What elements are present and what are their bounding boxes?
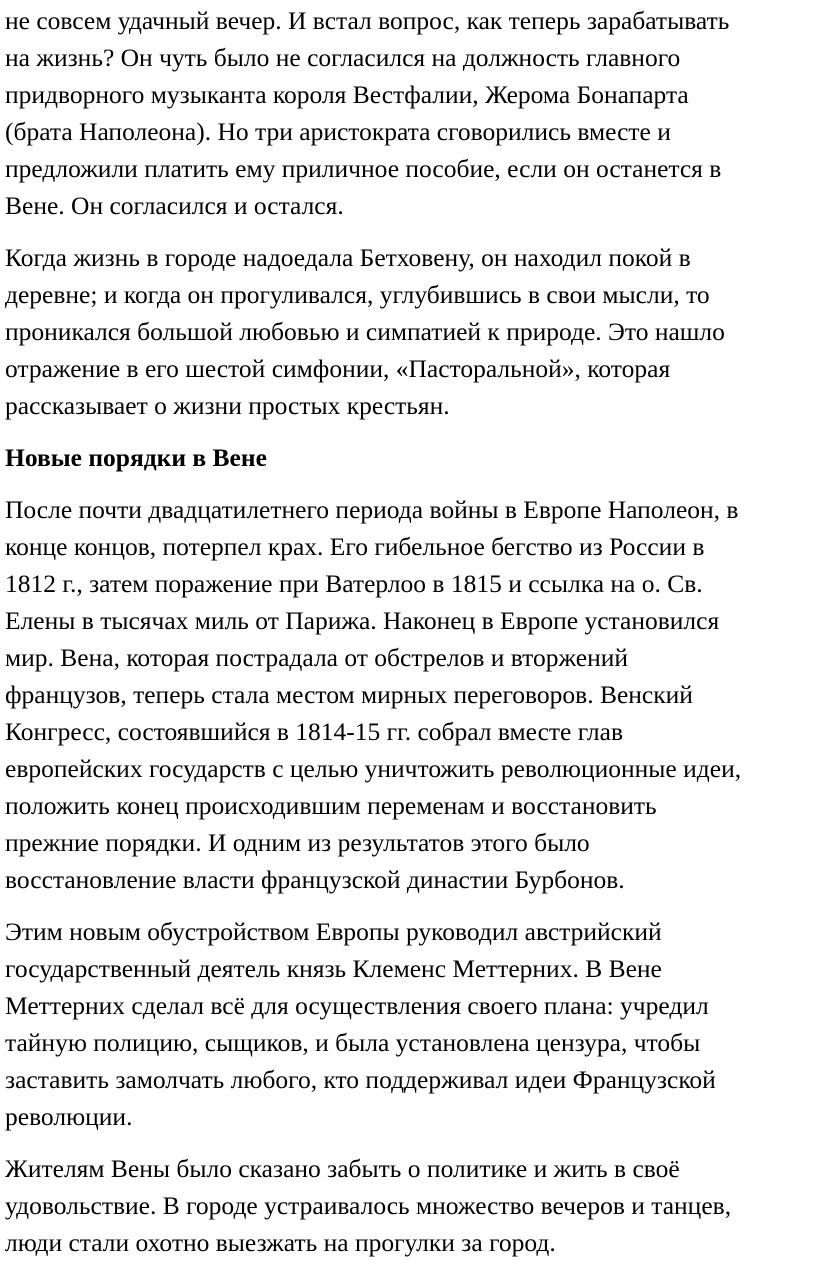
text-line: (брата Наполеона). Но три аристократа сговорились вместе и [5,117,671,146]
text-line: предложили платить ему приличное пособие, если он останется в [5,154,722,183]
text-line: Елены в тысячах миль от Парижа. Наконец в Европе установился [5,606,720,635]
text-line: прежние порядки. И одним из результатов этого было [5,828,590,857]
text-line: 1812 г., затем поражение при Ватерлоо в 1815 и ссылка на о. Св. [5,569,703,598]
text-line: мир. Вена, которая пострадала от обстрелов и вторжений [5,643,629,672]
text-line: деревне; и когда он прогуливался, углубившись в свои мысли, то [5,280,710,309]
text-line: государственный деятель князь Клеменс Меттерних. В Вене [5,954,662,983]
text-line: на жизнь? Он чуть было не согласился на должность главного [5,43,681,72]
text-line: Меттерних сделал всё для осуществления своего плана: учредил [5,991,709,1020]
text-line: проникался большой любовью и симпатией к природе. Это нашло [5,317,725,346]
text-line: удовольствие. В городе устраивалось множество вечеров и танцев, [5,1191,732,1220]
text-line: Конгресс, состоявшийся в 1814-15 гг. собрал вместе глав [5,717,624,746]
paragraph-1 [5,2,816,224]
text-line: французов, теперь стала местом мирных переговоров. Венский [5,680,693,709]
text-line: европейских государств с целью уничтожить революционные идеи, [5,754,742,783]
paragraph-4 [5,913,816,1135]
text-line: тайную полицию, сыщиков, и была установлена цензура, чтобы [5,1028,701,1057]
text-line: Этим новым обустройством Европы руководил австрийский [5,917,662,946]
text-line: заставить замолчать любого, кто поддерживал идеи Французской [5,1065,716,1094]
text-line: отражение в его шестой симфонии, «Пасторальной», которая [5,354,671,383]
text-line: люди стали охотно выезжать на прогулки за город. [5,1228,556,1257]
text-line: придворного музыканта короля Вестфалии, Жерома Бонапарта [5,80,689,109]
text-line: Вене. Он согласился и остался. [5,191,344,220]
text-line: революции. [5,1102,133,1131]
text-line: рассказывает о жизни простых крестьян. [5,391,450,420]
text-line: положить конец происходившим переменам и восстановить [5,791,657,820]
text-line: не совсем удачный вечер. И встал вопрос, как теперь зарабатывать [5,6,730,35]
text-line: конце концов, потерпел крах. Его гибельное бегство из России в [5,532,705,561]
section-heading: Новые порядки в Вене [5,443,267,472]
paragraph-3 [5,491,816,898]
text-line: Когда жизнь в городе надоедала Бетховену, он находил покой в [5,243,691,272]
paragraph-2 [5,239,816,424]
text-line: После почти двадцатилетнего периода войны в Европе Наполеон, в [5,495,739,524]
text-line: восстановление власти французской династии Бурбонов. [5,865,625,894]
text-line: Жителям Вены было сказано забыть о политике и жить в своё [5,1154,680,1183]
paragraph-5 [5,1150,816,1261]
